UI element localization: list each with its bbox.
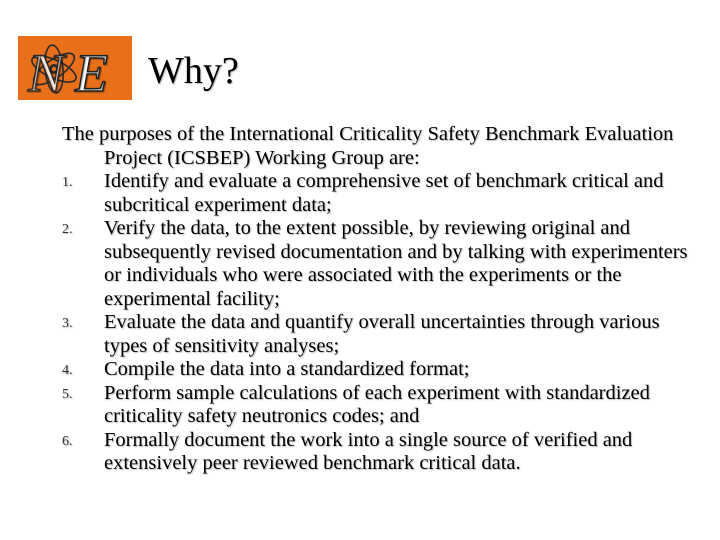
list-item <box>62 429 702 476</box>
list-item-text: Verify the data, to the extent possible, by reviewing original and subsequently revised documentation and by talking with experimenters or individuals who were associated with the experiments or the experimental facility; <box>104 217 688 310</box>
svg-text:N: N <box>28 43 65 100</box>
list-number: 4. <box>62 363 73 378</box>
list-item <box>62 311 702 358</box>
atom-logo-icon <box>18 36 132 100</box>
svg-text:E: E <box>75 43 108 100</box>
list-item-text: Evaluate the data and quantify overall uncertainties through various types of sensitivity analyses; <box>104 311 660 357</box>
list-item <box>62 217 702 311</box>
list-number: 3. <box>62 316 73 331</box>
list-number: 5. <box>62 386 73 402</box>
list-number: 1. <box>62 175 73 190</box>
list-item <box>62 358 702 382</box>
intro-paragraph: The purposes of the International Criticality Safety Benchmark Evaluation Project (ICSBEP) Working Group are: <box>62 123 674 169</box>
list-item-text: Perform sample calculations of each experiment with standardized criticality safety neutronics codes; and <box>104 381 650 427</box>
body-text <box>62 123 702 476</box>
list-item <box>62 170 702 217</box>
list-item-text: Identify and evaluate a comprehensive set of benchmark critical and subcritical experiment data; <box>104 170 664 216</box>
ne-logo <box>18 36 132 100</box>
purpose-list <box>62 170 702 476</box>
list-number: 2. <box>62 222 73 237</box>
list-item-text: Formally document the work into a single source of verified and extensively peer reviewed benchmark critical data. <box>104 428 633 474</box>
page-title: Why? <box>148 50 239 92</box>
list-item <box>62 382 702 429</box>
list-number: 6. <box>62 433 73 449</box>
list-item-text: Compile the data into a standardized format; <box>104 358 470 380</box>
